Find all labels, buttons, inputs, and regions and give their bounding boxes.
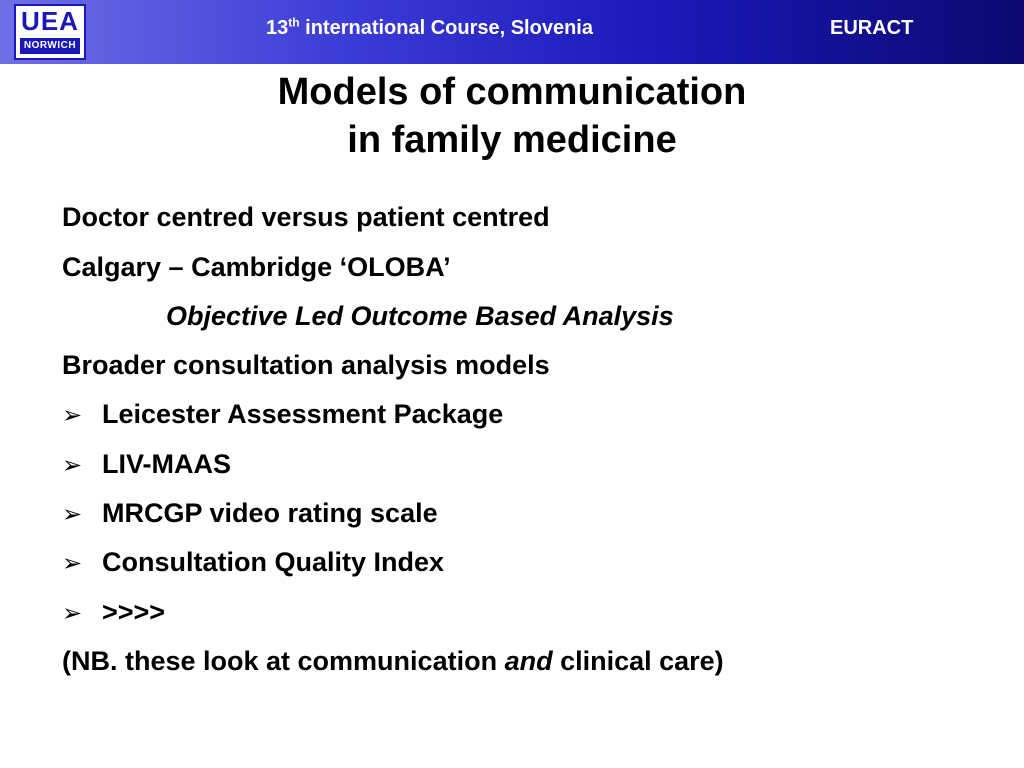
arrow-bullet-icon: ➢ (62, 599, 83, 627)
note-text-post: clinical care) (552, 646, 724, 676)
line-calgary-cambridge: Calgary – Cambridge ‘OLOBA’ (62, 252, 451, 282)
arrow-bullet-icon: ➢ (62, 549, 83, 577)
slide-title-line1: Models of communication (277, 71, 747, 113)
line-broader-models: Broader consultation analysis models (62, 350, 550, 380)
bullet-item (62, 398, 503, 431)
note-text-pre: (NB. these look at communication (62, 646, 505, 676)
course-title (266, 17, 593, 40)
note-text-emphasis: and (504, 646, 553, 676)
course-ordinal: th (288, 15, 300, 30)
line-oloba-expansion: Objective Led Outcome Based Analysis (166, 301, 674, 331)
organization-label: EURACT (830, 17, 914, 39)
bullet-text: MRCGP video rating scale (102, 498, 438, 528)
arrow-bullet-icon: ➢ (62, 451, 83, 479)
logo-text-uea: UEA (21, 6, 79, 36)
bullet-text: Leicester Assessment Package (102, 399, 504, 429)
slide-title-line2: in family medicine (347, 119, 677, 161)
note-line (62, 645, 724, 677)
course-name: international Course, Slovenia (299, 17, 593, 39)
uea-norwich-logo (14, 4, 86, 60)
bullet-item (62, 596, 165, 629)
header-bar (0, 0, 1024, 64)
course-number: 13 (266, 17, 289, 39)
bullet-text: LIV-MAAS (102, 449, 232, 479)
bullet-text: Consultation Quality Index (102, 547, 445, 577)
bullet-text: >>>> (102, 597, 166, 627)
logo-text-norwich: NORWICH (20, 38, 80, 54)
bullet-item (62, 448, 231, 481)
line-doctor-centred: Doctor centred versus patient centred (62, 202, 550, 232)
arrow-bullet-icon: ➢ (62, 500, 83, 528)
bullet-item (62, 497, 438, 530)
bullet-item (62, 546, 444, 579)
slide-title (0, 68, 1024, 164)
arrow-bullet-icon: ➢ (62, 401, 83, 429)
